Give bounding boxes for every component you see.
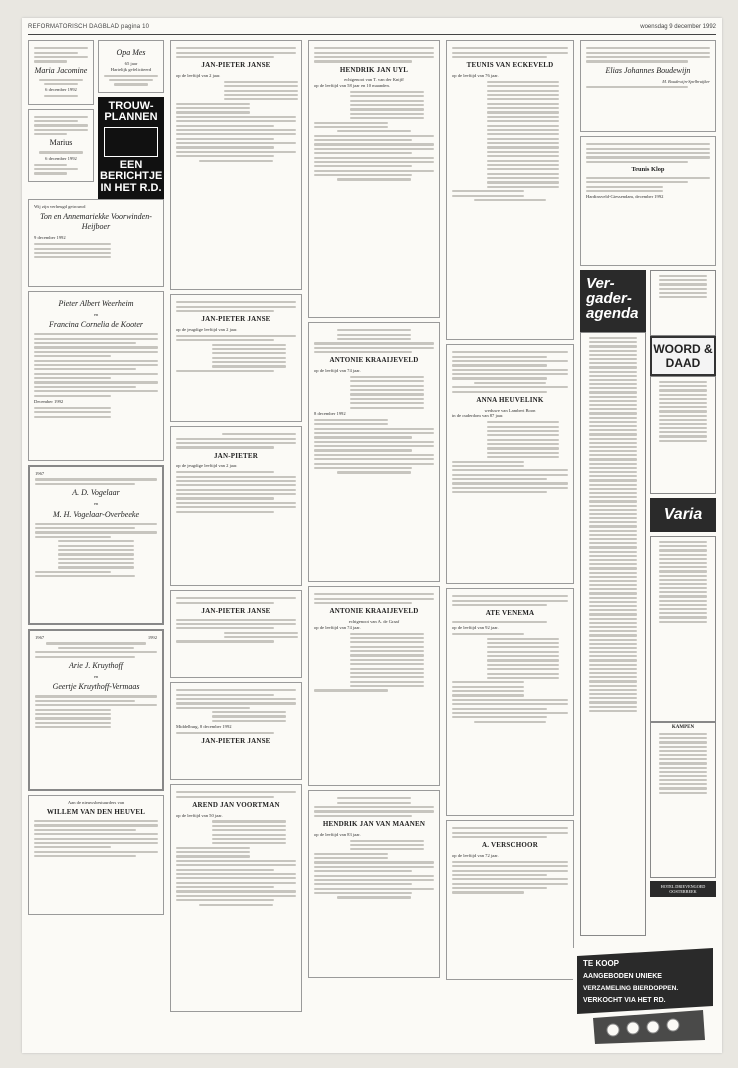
ad-line: TROUW-: [108, 99, 154, 112]
death-notice-van-eckeveld: [446, 40, 574, 340]
notice-date: 6 december 1992: [45, 155, 77, 161]
bottle-cap-icon: [627, 1022, 639, 1034]
notice-date: 8 december 1992: [314, 410, 346, 416]
deceased-name: ANNA HEUVELINK: [476, 395, 544, 404]
anniversary-notice-vogelaar: [28, 465, 164, 625]
notice-klop: [580, 136, 716, 266]
woord-en-daad-logo: WOORD & DAAD: [650, 336, 716, 376]
notice-en: en: [93, 673, 99, 679]
agenda-left: [580, 270, 646, 936]
deceased-name: JAN-PIETER JANSE: [201, 737, 271, 746]
agenda-listing-mid: [650, 376, 716, 494]
birthday-notice-opa: [98, 40, 164, 93]
death-notice-janse-1: [170, 40, 302, 290]
notice-date: 9 december 1992: [34, 235, 66, 241]
deceased-age: op de leeftijd van 58 jaar en 10 maanden.: [314, 82, 390, 88]
bierdoppen-ad-graphic: [573, 948, 717, 1046]
ad-line: BERICHTJE: [100, 170, 163, 183]
page-header: [28, 22, 716, 35]
newspaper-page: [22, 18, 722, 1053]
birth-notice-maria: [28, 40, 94, 105]
notice-name: Maria Jacomine: [34, 65, 88, 75]
deceased-name: TEUNIS VAN ECKEVELD: [466, 61, 554, 70]
anniversary-notice-kruythoff: [28, 629, 164, 791]
notice-intro: Wij zijn verheugd getrouwd: [34, 203, 86, 209]
agenda-listing-kampen: [650, 722, 716, 878]
deceased-age: in de ouderdom van 87 jaar.: [452, 413, 504, 419]
notice-date: Hardinxveld-Giessendam, december 1992: [586, 194, 664, 200]
deceased-age: op de leeftijd van 83 jaar.: [314, 831, 361, 837]
notice-name: Geertje Kruythoff-Vermaas: [52, 682, 140, 692]
notice-en: en: [93, 311, 99, 317]
promo-line-2: AANGEBODEN UNIEKE: [583, 973, 662, 980]
wedding-notice-weerheim: [28, 291, 164, 461]
notice-signature: M. Boudewijn-Spelbruijker: [662, 78, 710, 84]
column-4: [446, 40, 574, 984]
deceased-age: op de leeftijd van 92 jaar.: [452, 625, 499, 631]
column-3: [308, 40, 440, 982]
vergaderagenda-header: [580, 270, 646, 332]
death-notice-janse-4: [170, 590, 302, 678]
deceased-name: JAN-PIETER JANSE: [201, 61, 271, 70]
death-notice-janse-3: [170, 426, 302, 586]
notice-name: M. H. Vogelaar-Overbeeke: [52, 509, 140, 519]
deceased-name: ATE VENEMA: [485, 609, 535, 618]
death-notice-voortman: [170, 784, 302, 1012]
promo-line-3: VERZAMELING BIERDOPPEN.: [583, 985, 679, 992]
notice-name: Arie J. Kruythoff: [69, 660, 123, 670]
death-notice-janse-2: [170, 294, 302, 422]
death-notice-verschoor: [446, 820, 574, 980]
vergaderagenda-line: gader-: [586, 290, 632, 307]
death-notice-uyl: [308, 40, 440, 318]
notice-name: Teunis Klop: [631, 165, 665, 173]
notice-name: Pieter Albert Weerheim: [58, 298, 134, 308]
vergaderagenda-line: agenda: [586, 305, 639, 322]
wedding-notice-voorwinden: [28, 199, 164, 287]
notice-name: Francina Cornelia de Kooter: [49, 320, 143, 330]
deceased-age: op de jeugdige leeftijd van 2 jaar.: [176, 326, 238, 332]
deceased-sub: echtgenoot van T. van der Knijff: [344, 77, 404, 83]
notice-age: 65 jaar: [124, 61, 138, 66]
ad-line: EEN: [119, 158, 143, 171]
notice-date: December 1992: [34, 398, 64, 404]
deceased-name: ANTONIE KRAAIJEVELD: [329, 356, 419, 365]
notice-name: Marius: [49, 138, 73, 148]
notice-name: WILLEM VAN DEN HEUVEL: [46, 808, 146, 817]
column-1: [28, 40, 164, 919]
agenda-town: KAMPEN: [671, 725, 695, 730]
deceased-name: HENDRIK JAN UYL: [339, 65, 409, 74]
notice-years: 1967: [35, 634, 45, 640]
varia-header: Varia: [650, 498, 716, 532]
deceased-age: op de leeftijd van 2 jaar.: [176, 72, 221, 78]
notice-date: 6 december 1992: [45, 87, 77, 93]
notice-years: 1967: [35, 470, 45, 476]
birth-notice-marius: [28, 109, 94, 182]
notice-name: Elias Johannes Boudewijn: [605, 65, 691, 75]
trouwplannen-ad: [98, 97, 164, 199]
agenda-listing: [580, 332, 646, 936]
deceased-age: op de jeugdige leeftijd van 2 jaar.: [176, 463, 238, 469]
deceased-name: A. VERSCHOOR: [482, 841, 538, 850]
agenda-block: [580, 270, 716, 936]
promo-line-1: TE KOOP: [583, 959, 620, 968]
notice-line: Hartelijk gefeliciteerd: [110, 66, 152, 72]
notice-title: Opa Mes: [116, 48, 146, 57]
notice-place-date: Middelburg, 8 december 1992: [176, 724, 232, 730]
deceased-name: ANTONIE KRAAIJEVELD: [329, 607, 419, 616]
ad-line: IN HET R.D.: [100, 181, 162, 194]
deceased-name: JAN-PIETER: [213, 451, 258, 460]
page-header-date: woensdag 9 december 1992: [640, 24, 716, 30]
agenda-listing-top: [650, 270, 716, 336]
column-5: [580, 40, 716, 936]
deceased-age: op de leeftijd van 50 jaar.: [176, 812, 223, 818]
agenda-right: [650, 270, 716, 936]
hotel-ad: HOTEL DRIEVENGOED OOSTERBEEK: [650, 881, 716, 897]
birth-notice-boudewijn: [580, 40, 716, 132]
deceased-name: HENDRIK JAN VAN MAANEN: [322, 819, 426, 828]
notice-years: 1992: [147, 634, 157, 640]
death-notice-venema: [446, 588, 574, 816]
ad-line: PLANNEN: [104, 111, 158, 124]
rings-illustration: [104, 127, 158, 157]
vergaderagenda-line: Ver-: [586, 275, 615, 292]
death-notice-van-maanen: [308, 790, 440, 978]
deceased-age: op de leeftijd van 74 jaar.: [314, 624, 361, 630]
deceased-age: op de leeftijd van 72 jaar.: [452, 852, 499, 858]
deceased-sub: weduwe van Lambert Boon: [484, 407, 536, 413]
agenda-listing-varia: [650, 536, 716, 722]
bottle-cap-icon: [647, 1021, 659, 1033]
deceased-sub: echtgenoot van A. de Graaf: [348, 618, 400, 624]
death-notice-kraaijeveld-1: [308, 322, 440, 582]
notice-names: Ton en Annemariekke Voorwinden-Heijboer: [40, 212, 152, 232]
promo-line-4: VERKOCHT VIA HET RD.: [583, 997, 666, 1004]
notice-intro: Aan de nieuwsbestuurders van: [67, 799, 125, 805]
bottle-cap-icon: [607, 1024, 619, 1036]
deceased-name: JAN-PIETER JANSE: [201, 315, 271, 324]
notice-van-den-heuvel: [28, 795, 164, 915]
notice-en: en: [93, 501, 99, 506]
death-notice-heuvelink: [446, 344, 574, 584]
death-notice-janse-5: [170, 682, 302, 780]
death-notice-kraaijeveld-2: [308, 586, 440, 786]
deceased-age: op de leeftijd van 76 jaar.: [452, 72, 499, 78]
deceased-age: op de leeftijd van 74 jaar.: [314, 368, 361, 373]
column-2: [170, 40, 302, 1016]
deceased-name: JAN-PIETER JANSE: [201, 606, 271, 615]
notice-name: A. D. Vogelaar: [72, 488, 120, 497]
page-header-left: REFORMATORISCH DAGBLAD pagina 10: [28, 24, 150, 30]
bottle-cap-icon: [667, 1019, 679, 1031]
bierdoppen-ad: [573, 948, 717, 1046]
deceased-name: AREND JAN VOORTMAN: [192, 800, 280, 809]
